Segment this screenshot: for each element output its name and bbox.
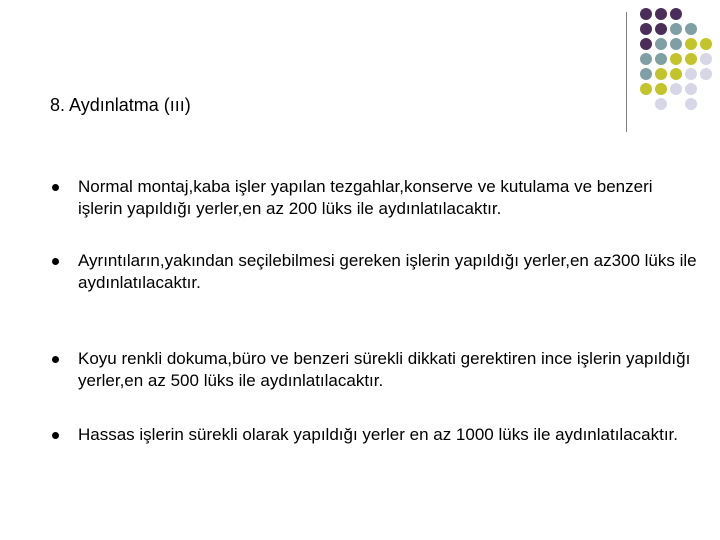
decoration-dot	[655, 98, 667, 110]
bullet-dot-icon	[52, 432, 59, 439]
decoration-dot	[655, 53, 667, 65]
decoration-dot	[700, 68, 712, 80]
decoration-dot	[700, 38, 712, 50]
dot-grid-decoration	[640, 8, 720, 120]
decoration-dot	[670, 8, 682, 20]
decoration-dot	[640, 83, 652, 95]
decoration-dot	[670, 68, 682, 80]
decoration-dot	[640, 38, 652, 50]
bullet-item	[50, 424, 700, 446]
decoration-dot	[685, 38, 697, 50]
decoration-dot	[670, 23, 682, 35]
decoration-dot	[685, 83, 697, 95]
bullet-dot-icon	[52, 258, 59, 265]
bullet-text: Ayrıntıların,yakından seçilebilmesi gereken işlerin yapıldığı yerler,en az300 lüks ile aydınlatılacaktır.	[78, 251, 697, 292]
decoration-dot	[655, 8, 667, 20]
decoration-dot	[685, 23, 697, 35]
decoration-dot	[655, 23, 667, 35]
bullet-item	[50, 176, 700, 220]
bullet-text: Hassas işlerin sürekli olarak yapıldığı yerler en az 1000 lüks ile aydınlatılacaktır.	[78, 425, 679, 444]
decoration-dot	[685, 68, 697, 80]
bullet-item	[50, 250, 700, 294]
decoration-dot	[640, 53, 652, 65]
decoration-dot	[640, 8, 652, 20]
decoration-dot	[700, 53, 712, 65]
bullet-dot-icon	[52, 184, 59, 191]
decoration-dot	[670, 38, 682, 50]
slide-title: 8. Aydınlatma (ııı)	[50, 95, 191, 115]
decoration-dot	[670, 83, 682, 95]
decoration-dot	[685, 53, 697, 65]
decoration-dot	[670, 53, 682, 65]
decoration-dot	[655, 83, 667, 95]
decoration-dot	[685, 98, 697, 110]
bullet-text: Normal montaj,kaba işler yapılan tezgahlar,konserve ve kutulama ve benzeri işlerin yapıldığı yerler,en az 200 lüks ile aydınlatılacaktır.	[78, 177, 653, 218]
bullet-dot-icon	[52, 356, 59, 363]
decoration-dot	[655, 38, 667, 50]
bullet-item	[50, 348, 700, 392]
decoration-dot	[655, 68, 667, 80]
decoration-dot	[640, 68, 652, 80]
bullet-text: Koyu renkli dokuma,büro ve benzeri sürekli dikkati gerektiren ince işlerin yapıldığı yerler,en az 500 lüks ile aydınlatılacaktır.	[78, 349, 691, 390]
decoration-dot	[640, 23, 652, 35]
title-divider	[626, 12, 627, 132]
